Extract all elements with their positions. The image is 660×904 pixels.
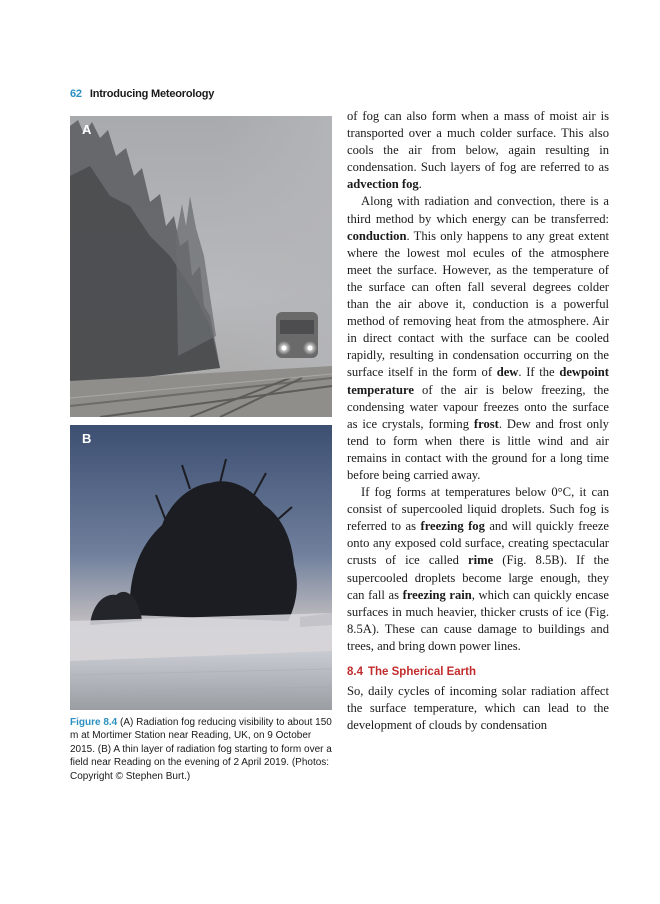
section-title: The Spherical Earth [368,666,477,678]
section-number: 8.4 [347,666,363,678]
term-freezing-fog: freezing fog [420,519,485,534]
text-run: (Fig. 8.5B). If the supercooled droplets become large enough, they can fall as [347,553,609,602]
text-run: . This only happens to any great extent where the lowest mol ecules of the atmosphere meet the surface. However, as the temperature of the surface can often fall several degrees colder than the air above it, conduction is a powerful method of removing heat from the atmosphere. Air in direct contact with the surface can be cooled rapidly, resulting in condensation occurring on the surface itself in the form of [347,228,609,380]
caption-text: (A) Radiation fog reducing visibility to about 150 m at Mortimer Station near Reading, UK, on 9 October 2015. (B) A thin layer of radiation fog starting to form over a field near Reading on the evening of 2 April 2019. (Photos: Copyright © Stephen Burt.) [70,717,332,782]
term-frost: frost [473,416,499,431]
figure-panel-a [70,116,332,417]
text-run: If fog forms at temperatures below 0°C, it can consist of supercooled liquid droplets. Such fog is referred to as [347,485,609,534]
running-header [70,88,214,104]
paragraph-2 [347,193,609,484]
term-dew: dew [496,365,519,380]
term-freezing-rain: freezing rain [402,587,472,602]
text-run: and will quickly freeze onto any exposed cold surface, creating spectacular crusts of ice called [347,519,609,568]
paragraph-3 [347,484,609,655]
paragraph-4: So, daily cycles of incoming solar radiation affect the surface temperature, which can lead to the development of clouds by condensation [347,684,609,733]
text-run: of fog can also form when a mass of moist air is transported over a much colder surface. This also cools the air from below, again resulting in condensation. Such layers of fog are referred to as [347,109,609,175]
text-run: of the air is below freezing, the condensing water vapour freezes onto the surface as ice crystals, forming [347,382,609,431]
term-rime: rime [468,553,494,568]
paragraph-1 [347,108,609,193]
text-run: , which can quickly encase surfaces in much heavier, thicker crusts of ice (Fig. 8.5A). These can cause damage to buildings and trees, and bring down power lines. [347,587,609,653]
text-run: . If the [518,365,560,380]
page-number: 62 [70,88,82,100]
text-run: . Dew and frost only tend to form when there is little wind and air remains in contact with the ground for a long time before being carried away. [347,416,609,482]
text-run: . [418,177,422,192]
caption-label: Figure 8.4 [70,717,118,728]
term-dewpoint-temperature: dewpoint temperature [347,365,609,397]
text-run: Along with radiation and convection, there is a third method by which energy can be transferred: [347,194,609,226]
figure-panel-b [70,425,332,710]
fog-railway-photo [70,116,332,417]
term-conduction: conduction [347,228,407,243]
section-heading [347,664,609,681]
panel-a-label: A [82,122,92,137]
fog-field-photo [70,425,332,710]
figure-caption [70,716,332,783]
term-advection-fog: advection fog [347,177,419,192]
book-title: Introducing Meteorology [89,88,215,100]
panel-b-label: B [82,431,92,446]
body-text-column [347,108,609,734]
